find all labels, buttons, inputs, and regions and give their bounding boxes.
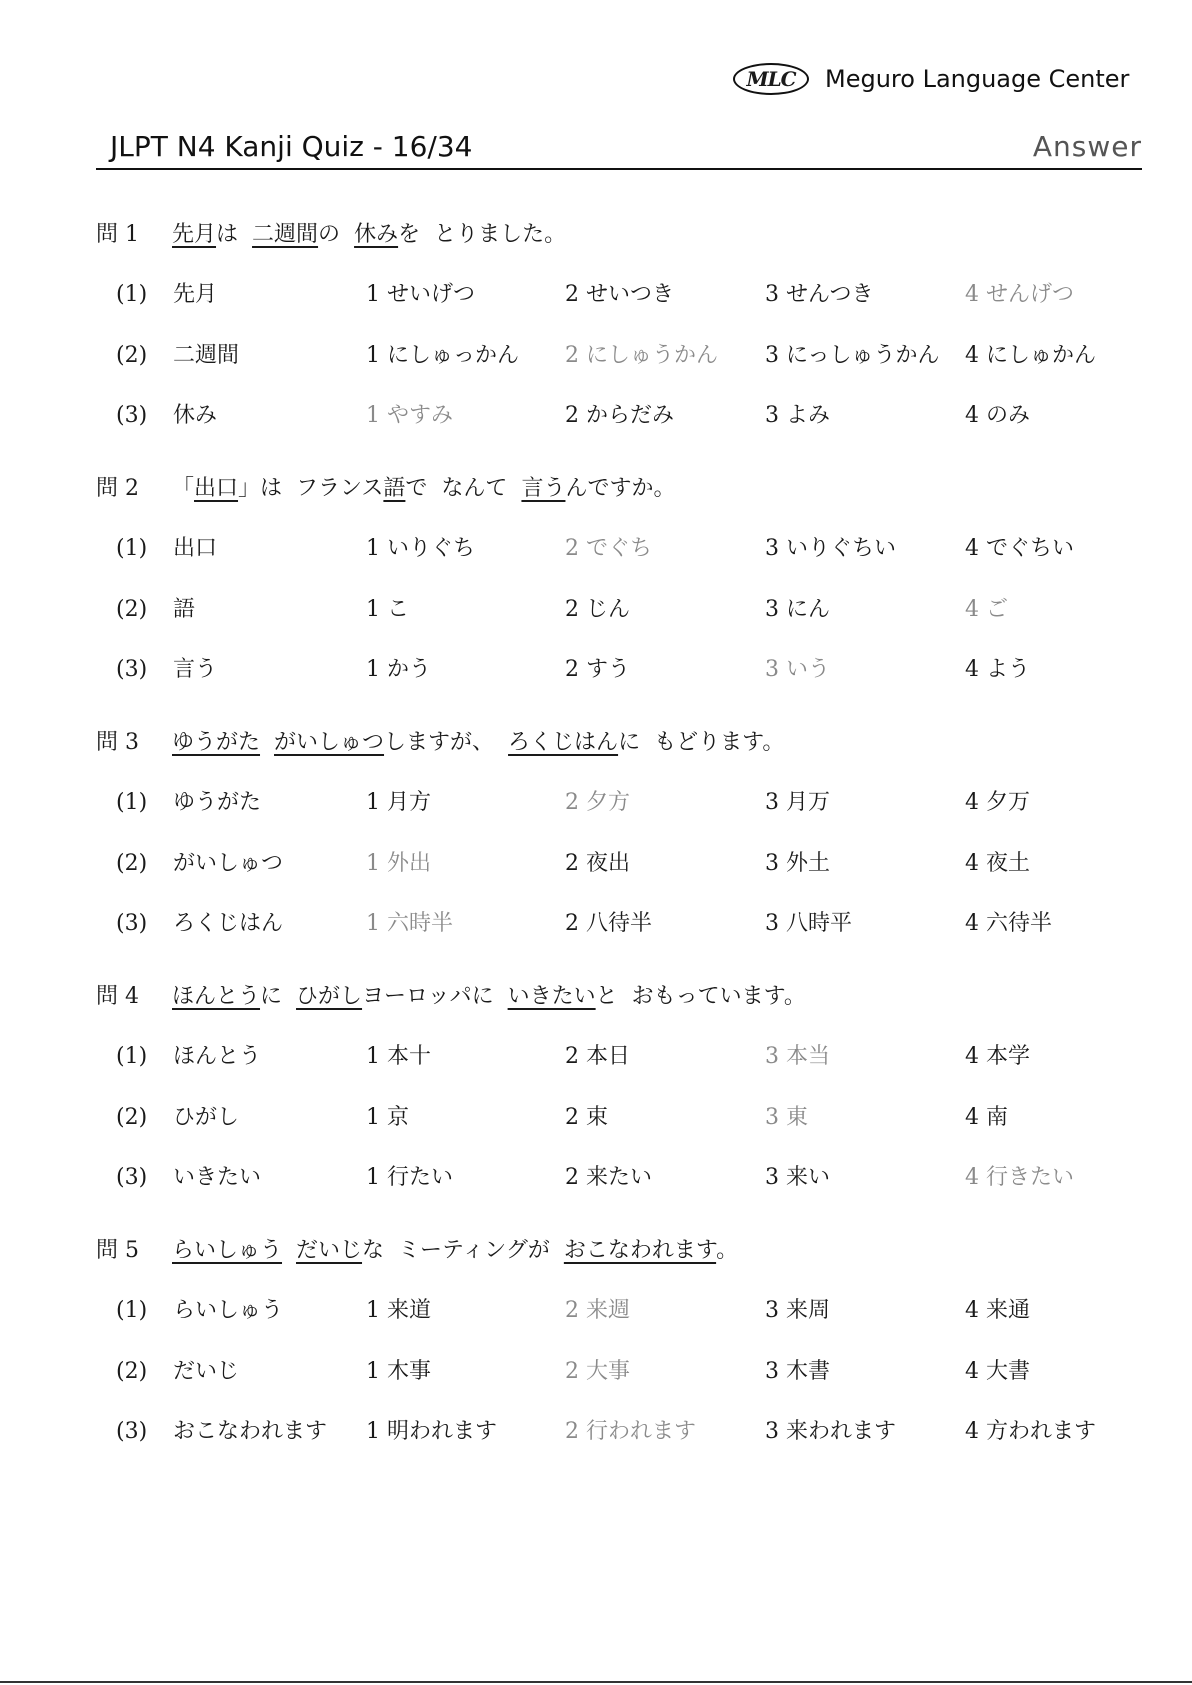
question-2-item-2 [0,593,1192,627]
logo-mark: MLC [733,63,809,95]
question-4-sentence [96,980,806,1014]
answer-option: 3 月万 [765,790,830,815]
item-number: (1) [116,1298,148,1323]
answer-option: 3 来周 [765,1298,830,1323]
answer-option: 3 せんつき [765,282,874,307]
item-word: いきたい [173,1165,262,1190]
underlined-target-word: 言う [521,476,566,501]
sentence-text: しますが、 [384,730,495,755]
sentence-text: な [362,1238,385,1263]
answer-option: 3 にん [765,597,830,622]
item-word: ゆうがた [173,790,262,815]
correct-answer-option: 4 せんげつ [965,282,1074,307]
answer-option: 4 大書 [965,1359,1030,1384]
correct-answer-option: 2 にしゅうかん [565,343,718,368]
answer-option: 2 夜出 [565,851,630,876]
question-number: 問 4 [96,984,139,1009]
correct-answer-option: 4 行きたい [965,1165,1074,1190]
item-number: (1) [116,790,148,815]
question-2-sentence [96,472,675,506]
underlined-target-word: ほんとう [172,984,261,1009]
sentence-text: なんて [441,476,508,501]
sentence-text: ヨーロッパに [362,984,494,1009]
answer-option: 4 夕万 [965,790,1030,815]
item-number: (3) [116,1419,148,1444]
correct-answer-option: 2 でぐち [565,536,652,561]
answer-option: 3 外土 [765,851,830,876]
item-word: がいしゅつ [173,851,284,876]
answer-option: 4 にしゅかん [965,343,1096,368]
question-2-item-3 [0,653,1192,687]
org-name: Meguro Language Center [825,65,1130,93]
item-word: ろくじはん [173,911,284,936]
answer-option: 3 いりぐちい [765,536,896,561]
page-bottom-divider [0,1681,1192,1683]
answer-option: 1 かう [366,657,431,682]
answer-option: 3 よみ [765,403,830,428]
answer-option: 4 夜土 [965,851,1030,876]
answer-option: 2 じん [565,597,630,622]
answer-option: 1 月方 [366,790,431,815]
answer-option: 4 来通 [965,1298,1030,1323]
answer-option: 1 木事 [366,1359,431,1384]
item-number: (3) [116,403,148,428]
answer-option: 2 本日 [565,1044,630,1069]
question-1-item-3 [0,399,1192,433]
correct-answer-option: 1 やすみ [366,403,453,428]
question-3-item-2 [0,847,1192,881]
sentence-text: 。 [716,1238,739,1263]
answer-option: 2 せいつき [565,282,674,307]
underlined-target-word: おこなわれます [563,1238,717,1263]
sentence-text: 「 [172,476,195,501]
item-number: (2) [116,343,148,368]
item-word: おこなわれます [173,1419,328,1444]
sentence-text: の [318,222,341,247]
answer-option: 2 すう [565,657,630,682]
item-number: (2) [116,1105,148,1130]
answer-option: 3 来われます [765,1419,896,1444]
correct-answer-option: 2 夕方 [565,790,630,815]
underlined-target-word: だいじ [296,1238,363,1263]
item-number: (1) [116,536,148,561]
item-word: だいじ [173,1359,240,1384]
question-3-item-1 [0,786,1192,820]
answer-option: 2 八待半 [565,911,652,936]
item-word: らいしゅう [173,1298,284,1323]
answer-option: 1 明われます [366,1419,497,1444]
item-word: 言う [173,657,218,682]
item-number: (2) [116,1359,148,1384]
question-1-sentence [96,218,566,252]
answer-option: 2 からだみ [565,403,674,428]
question-5-item-3 [0,1415,1192,1449]
item-word: 二週間 [173,343,240,368]
header-divider [96,168,1142,170]
correct-answer-option: 2 行われます [565,1419,696,1444]
answer-option: 4 六待半 [965,911,1052,936]
answer-option: 1 京 [366,1105,409,1130]
underlined-target-word: ゆうがた [172,730,261,755]
sentence-text: で [405,476,428,501]
item-word: 語 [173,597,196,622]
underlined-target-word: いきたい [507,984,596,1009]
question-4-item-2 [0,1101,1192,1135]
underlined-target-word: 出口 [194,476,239,501]
question-4-item-1 [0,1040,1192,1074]
underlined-target-word: らいしゅう [172,1238,283,1263]
answer-option: 4 本学 [965,1044,1030,1069]
question-3-sentence [96,726,784,760]
sentence-text: と [595,984,618,1009]
question-2-item-1 [0,532,1192,566]
answer-option: 2 来たい [565,1165,652,1190]
answer-option: 2 束 [565,1105,608,1130]
sentence-text: とりました。 [434,222,567,247]
item-number: (3) [116,1165,148,1190]
answer-option: 3 木書 [765,1359,830,1384]
question-1-item-1 [0,278,1192,312]
underlined-target-word: ろくじはん [508,730,619,755]
correct-answer-option: 2 大事 [565,1359,630,1384]
question-3-item-3 [0,907,1192,941]
sentence-text: もどります。 [654,730,785,755]
item-number: (2) [116,597,148,622]
sentence-text: を [398,222,421,247]
question-number: 問 1 [96,222,139,247]
question-4-item-3 [0,1161,1192,1195]
item-word: 先月 [173,282,218,307]
question-5-item-2 [0,1355,1192,1389]
underlined-target-word: 二週間 [252,222,319,247]
answer-option: 3 にっしゅうかん [765,343,940,368]
item-number: (1) [116,282,148,307]
question-5-sentence [96,1234,738,1268]
answer-option: 1 せいげつ [366,282,475,307]
correct-answer-option: 3 いう [765,657,830,682]
underlined-target-word: 語 [383,476,406,501]
item-word: 出口 [173,536,218,561]
sentence-text: に [260,984,283,1009]
answer-option: 1 いりぐち [366,536,475,561]
answer-option: 1 にしゅっかん [366,343,519,368]
question-5-item-1 [0,1294,1192,1328]
item-number: (1) [116,1044,148,1069]
correct-answer-option: 3 本当 [765,1044,830,1069]
question-number: 問 3 [96,730,139,755]
answer-option: 3 来い [765,1165,830,1190]
sentence-text: 」は [238,476,283,501]
page-title: JLPT N4 Kanji Quiz - 16/34 [110,130,473,163]
answer-option: 4 よう [965,657,1030,682]
underlined-target-word: 休み [354,222,399,247]
answer-tag: Answer [1032,130,1142,163]
underlined-target-word: がいしゅつ [274,730,385,755]
item-number: (3) [116,657,148,682]
underlined-target-word: 先月 [172,222,217,247]
correct-answer-option: 2 来週 [565,1298,630,1323]
question-number: 問 2 [96,476,139,501]
sentence-text: は [216,222,239,247]
logo [733,62,1129,96]
sentence-text: おもっています。 [631,984,806,1009]
answer-option: 4 方われます [965,1419,1096,1444]
answer-option: 1 本十 [366,1044,431,1069]
answer-option: 1 来道 [366,1298,431,1323]
item-word: 休み [173,403,218,428]
sentence-text: フランス [296,476,384,501]
answer-option: 4 のみ [965,403,1030,428]
underlined-target-word: ひがし [296,984,363,1009]
sentence-text: んですか。 [565,476,676,501]
answer-option: 3 八時平 [765,911,852,936]
item-word: ほんとう [173,1044,262,1069]
correct-answer-option: 4 ご [965,597,1008,622]
answer-option: 1 こ [366,597,409,622]
item-word: ひがし [173,1105,240,1130]
answer-option: 1 行たい [366,1165,453,1190]
question-number: 問 5 [96,1238,139,1263]
sentence-text: ミーティングが [398,1238,550,1263]
answer-option: 4 でぐちい [965,536,1074,561]
correct-answer-option: 3 東 [765,1105,808,1130]
item-number: (2) [116,851,148,876]
item-number: (3) [116,911,148,936]
correct-answer-option: 1 六時半 [366,911,453,936]
answer-option: 4 南 [965,1105,1008,1130]
sentence-text: に [618,730,641,755]
question-1-item-2 [0,339,1192,373]
correct-answer-option: 1 外出 [366,851,431,876]
